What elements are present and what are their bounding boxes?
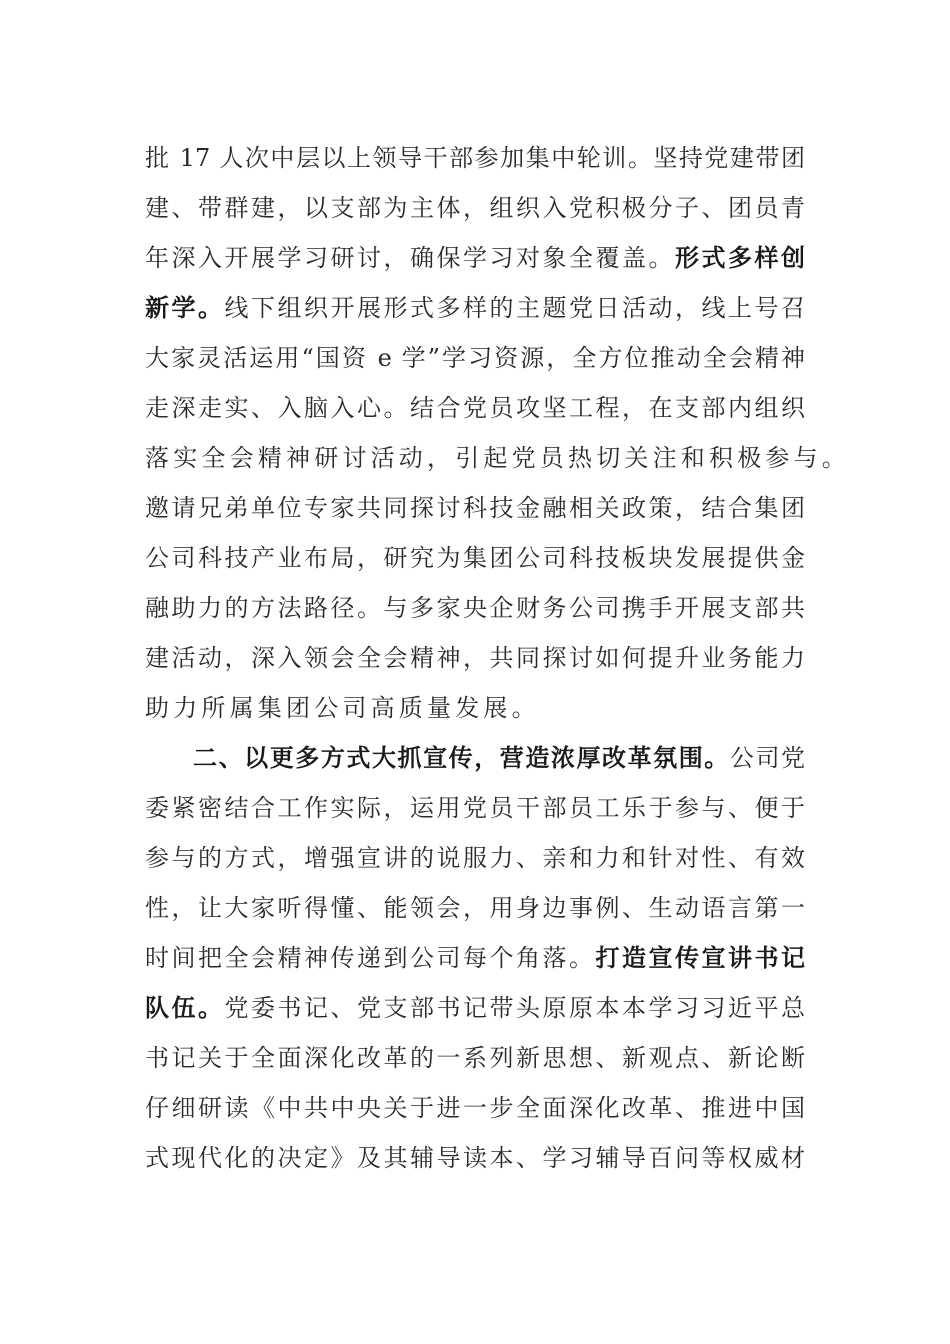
body-text: 仔细研读《中共中央关于进一步全面深化改革、推进中国: [145, 1094, 805, 1122]
text-line: [145, 938, 805, 978]
text-line: [145, 288, 805, 328]
body-text: 线下组织开展形式多样的主题党日活动，线上号召: [224, 294, 805, 322]
text-line: [193, 738, 805, 778]
body-text: 助力所属集团公司高质量发展。: [145, 694, 540, 722]
body-text: 时间把全会精神传递到公司每个角落。: [145, 944, 596, 972]
body-text: 落实全会精神研讨活动，引起党员热切关注和积极参与。: [145, 444, 850, 472]
text-line: [145, 988, 805, 1028]
body-text: 年深入开展学习研讨，确保学习对象全覆盖。: [145, 244, 675, 272]
text-line: [145, 438, 850, 478]
body-text: 走深走实、入脑入心。结合党员攻坚工程，在支部内组织: [145, 394, 805, 422]
text-line: [145, 338, 805, 378]
text-line: [145, 138, 805, 178]
text-line: [145, 788, 805, 828]
text-line: [145, 388, 805, 428]
body-text: 公司党: [729, 744, 806, 772]
body-text: 参与的方式，增强宣讲的说服力、亲和力和针对性、有效: [145, 844, 805, 872]
body-text: 性，让大家听得懂、能领会，用身边事例、生动语言第一: [145, 894, 805, 922]
text-line: [145, 588, 805, 628]
body-text: 建、带群建，以支部为主体，组织入党积极分子、团员青: [145, 194, 805, 222]
text-line: [145, 838, 805, 878]
bold-heading-text: 打造宣传宣讲书记: [595, 944, 805, 972]
text-line: [145, 238, 805, 278]
bold-heading-text: 二、以更多方式大抓宣传，营造浓厚改革氛围。: [193, 744, 730, 772]
bold-heading-text: 队伍。: [145, 994, 225, 1022]
body-text: 建活动，深入领会全会精神，共同探讨如何提升业务能力: [145, 644, 805, 672]
body-text: 融助力的方法路径。与多家央企财务公司携手开展支部共: [145, 594, 805, 622]
text-line: [145, 688, 540, 728]
body-text: 大家灵活运用“国资 e 学”学习资源，全方位推动全会精神: [145, 344, 805, 372]
text-line: [145, 1088, 805, 1128]
text-line: [145, 488, 805, 528]
text-line: [145, 188, 805, 228]
body-text: 委紧密结合工作实际，运用党员干部员工乐于参与、便于: [145, 794, 805, 822]
body-text: 书记关于全面深化改革的一系列新思想、新观点、新论断: [145, 1044, 805, 1072]
bold-heading-text: 新学。: [145, 294, 225, 322]
body-text: 党委书记、党支部书记带头原原本本学习习近平总: [224, 994, 805, 1022]
text-line: [145, 538, 805, 578]
body-text: 邀请兄弟单位专家共同探讨科技金融相关政策，结合集团: [145, 494, 805, 522]
bold-heading-text: 形式多样创: [675, 244, 805, 272]
body-text: 批 17 人次中层以上领导干部参加集中轮训。坚持党建带团: [145, 144, 805, 172]
body-text: 公司科技产业布局，研究为集团公司科技板块发展提供金: [145, 544, 805, 572]
text-line: [145, 1138, 805, 1178]
body-text: 式现代化的决定》及其辅导读本、学习辅导百问等权威材: [145, 1144, 805, 1172]
text-line: [145, 1038, 805, 1078]
text-line: [145, 638, 805, 678]
text-line: [145, 888, 805, 928]
